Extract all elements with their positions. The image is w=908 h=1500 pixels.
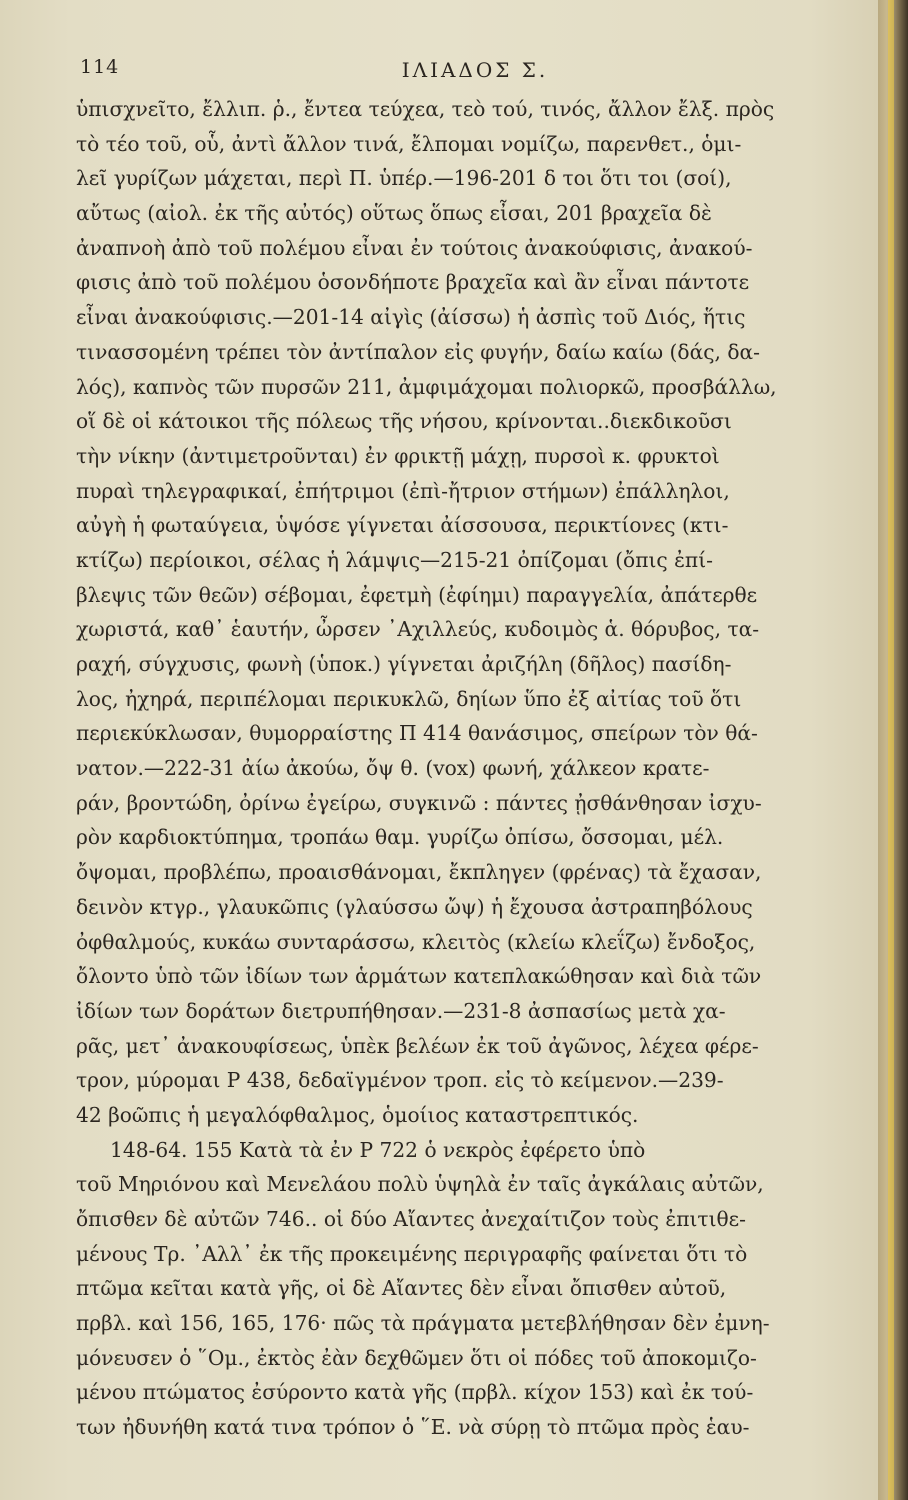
page-header bbox=[80, 56, 800, 86]
text-line: ὄλοντο ὑπὸ τῶν ἰδίων των ἁρμάτων κατεπλακώθησαν καὶ διὰ τῶν bbox=[76, 964, 762, 989]
text-line: χωριστά, καθ᾽ ἑαυτήν, ὦρσεν ᾽Αχιλλεύς, κυδοιμὸς ἁ. θόρυβος, τα- bbox=[76, 617, 760, 642]
text-line: φισις ἀπὸ τοῦ πολέμου ὁσονδήποτε βραχεῖα καὶ ἂν εἶναι πάντοτε bbox=[76, 270, 750, 295]
page-number: 114 bbox=[80, 56, 120, 78]
text-line: μένου πτώματος ἐσύροντο κατὰ γῆς (πρβλ. κίχον 153) καὶ ἐκ τού- bbox=[76, 1380, 754, 1405]
text-line: ρᾶς, μετ᾽ ἀνακουφίσεως, ὑπὲκ βελέων ἐκ τοῦ ἀγῶνος, λέχεα φέρε- bbox=[76, 1033, 759, 1058]
text-line: λεῖ γυρίζων μάχεται, περὶ Π. ὑπέρ.—196-201 δ τοι ὅτι τοι (σοί), bbox=[76, 166, 732, 191]
text-line: τὸ τέο τοῦ, οὗ, ἀντὶ ἄλλον τινά, ἔλπομαι νομίζω, παρενθετ., ὁμι- bbox=[76, 131, 742, 156]
text-line: κτίζω) περίοικοι, σέλας ἡ λάμψις—215-21 ὀπίζομαι (ὄπις ἐπί- bbox=[76, 547, 713, 572]
text-line: ρὸν καρδιοκτύπημα, τροπάω θαμ. γυρίζω ὀπίσω, ὄσσομαι, μέλ. bbox=[76, 825, 724, 850]
text-line: μόνευσεν ὁ ῞Ομ., ἐκτὸς ἐὰν δεχθῶμεν ὅτι οἱ πόδες τοῦ ἀποκομιζο- bbox=[76, 1345, 757, 1370]
text-line: νατον.—222-31 ἀίω ἀκούω, ὄψ θ. (vox) φωνή, χάλκεον κρατε- bbox=[76, 756, 710, 781]
text-line: ραχή, σύγχυσις, φωνὴ (ὑποκ.) γίγνεται ἀριζήλη (δῆλος) πασίδη- bbox=[76, 652, 732, 676]
text-line: ἰδίων των δοράτων διετρυπήθησαν.—231-8 ἀσπασίως μετὰ χα- bbox=[76, 998, 726, 1023]
text-line: οἵ δὲ οἱ κάτοικοι τῆς πόλεως τῆς νήσου, κρίνονται..διεκδικοῦσι bbox=[76, 409, 732, 434]
commentary-text bbox=[76, 92, 804, 1445]
text-line: ἀναπνοὴ ἀπὸ τοῦ πολέμου εἶναι ἐν τούτοις ἀνακούφισις, ἀνακού- bbox=[76, 235, 753, 260]
binding-stripe bbox=[888, 0, 894, 1500]
text-line: 42 βοῶπις ἡ μεγαλόφθαλμος, ὁμοίιος καταστρεπτικός. bbox=[76, 1102, 639, 1127]
text-line: ὄπισθεν δὲ αὐτῶν 746.. οἱ δύο Αἴαντες ἀνεχαίτιζον τοὺς ἐπιτιθε- bbox=[76, 1207, 746, 1231]
text-line: τὴν νίκην (ἀντιμετροῦνται) ἐν φρικτῇ μάχῃ, πυρσοὶ κ. φρυκτοὶ bbox=[76, 443, 720, 468]
text-line: πρβλ. καὶ 156, 165, 176· πῶς τὰ πράγματα μετεβλήθησαν δὲν ἐμνη- bbox=[76, 1311, 770, 1336]
text-line: ὄψομαι, προβλέπω, προαισθάνομαι, ἔκπληγεν (φρένας) τὰ ἔχασαν, bbox=[76, 860, 762, 885]
text-line: τοῦ Μηριόνου καὶ Μενελάου πολὺ ὑψηλὰ ἐν ταῖς ἀγκάλαις αὐτῶν, bbox=[76, 1172, 764, 1197]
text-line: αὐγὴ ἡ φωταύγεια, ὑψόσε γίγνεται ἀίσσουσα, περικτίονες (κτι- bbox=[76, 513, 729, 538]
text-line: ὑπισχνεῖτο, ἔλλιπ. ῥ., ἔντεα τεύχεα, τεὸ τού, τινός, ἄλλον ἔλξ. πρὸς bbox=[76, 97, 775, 121]
text-line: ὀφθαλμούς, κυκάω συνταράσσω, κλειτὸς (κλείω κλεΐζω) ἔνδοξος, bbox=[76, 929, 756, 954]
section-heading-line: 148-64. 155 Κατὰ τὰ ἐν Ρ 722 ὁ νεκρὸς ἐφέρετο ὑπὸ bbox=[110, 1137, 646, 1162]
text-line: εἶναι ἀνακούφισις.—201-14 αἰγὶς (ἀίσσω) ἡ ἀσπὶς τοῦ Διός, ἥτις bbox=[76, 305, 746, 330]
text-line: των ἠδυνήθη κατά τινα τρόπον ὁ ῞Ε. νὰ σύρῃ τὸ πτῶμα πρὸς ἑαυ- bbox=[76, 1415, 750, 1440]
text-line: αὔτως (αἰολ. ἐκ τῆς αὐτός) οὕτως ὅπως εἶσαι, 201 βραχεῖα δὲ bbox=[76, 201, 712, 226]
text-line: λος, ἠχηρά, περιπέλομαι περικυκλῶ, δηίων ὕπο ἐξ αἰτίας τοῦ ὅτι bbox=[76, 686, 742, 711]
text-line: βλεψις τῶν θεῶν) σέβομαι, ἐφετμὴ (ἐφίημι) παραγγελία, ἀπάτερθε bbox=[76, 582, 758, 607]
text-line: πυραὶ τηλεγραφικαί, ἐπήτριμοι (ἐπὶ-ἤτριον στήμων) ἐπάλληλοι, bbox=[76, 478, 730, 503]
text-line: δεινὸν κτγρ., γλαυκῶπις (γλαύσσω ὤψ) ἡ ἔχουσα ἀστραπηβόλους bbox=[76, 894, 753, 919]
running-title: ΙΛΙΑΔΟΣ Σ. bbox=[401, 58, 549, 82]
text-line: μένους Τρ. ᾽Αλλ᾽ ἐκ τῆς προκειμένης περιγραφῆς φαίνεται ὅτι τὸ bbox=[76, 1241, 748, 1266]
text-line: τρον, μύρομαι Ρ 438, δεδαϊγμένον τροπ. εἰς τὸ κείμενον.—239- bbox=[76, 1068, 724, 1093]
text-line: ράν, βροντώδη, ὀρίνω ἐγείρω, συγκινῶ : πάντες ᾐσθάνθησαν ἰσχυ- bbox=[76, 790, 762, 815]
book-binding-edge bbox=[878, 0, 908, 1500]
text-line: λός), καπνὸς τῶν πυρσῶν 211, ἀμφιμάχομαι πολιορκῶ, προσβάλλω, bbox=[76, 374, 777, 399]
text-line: τινασσομένη τρέπει τὸν ἀντίπαλον εἰς φυγήν, δαίω καίω (δάς, δα- bbox=[76, 339, 760, 364]
text-line: περιεκύκλωσαν, θυμορραίστης Π 414 θανάσιμος, σπείρων τὸν θά- bbox=[76, 721, 758, 746]
text-line: πτῶμα κεῖται κατὰ γῆς, οἱ δὲ Αἴαντες δὲν εἶναι ὄπισθεν αὐτοῦ, bbox=[76, 1276, 727, 1301]
